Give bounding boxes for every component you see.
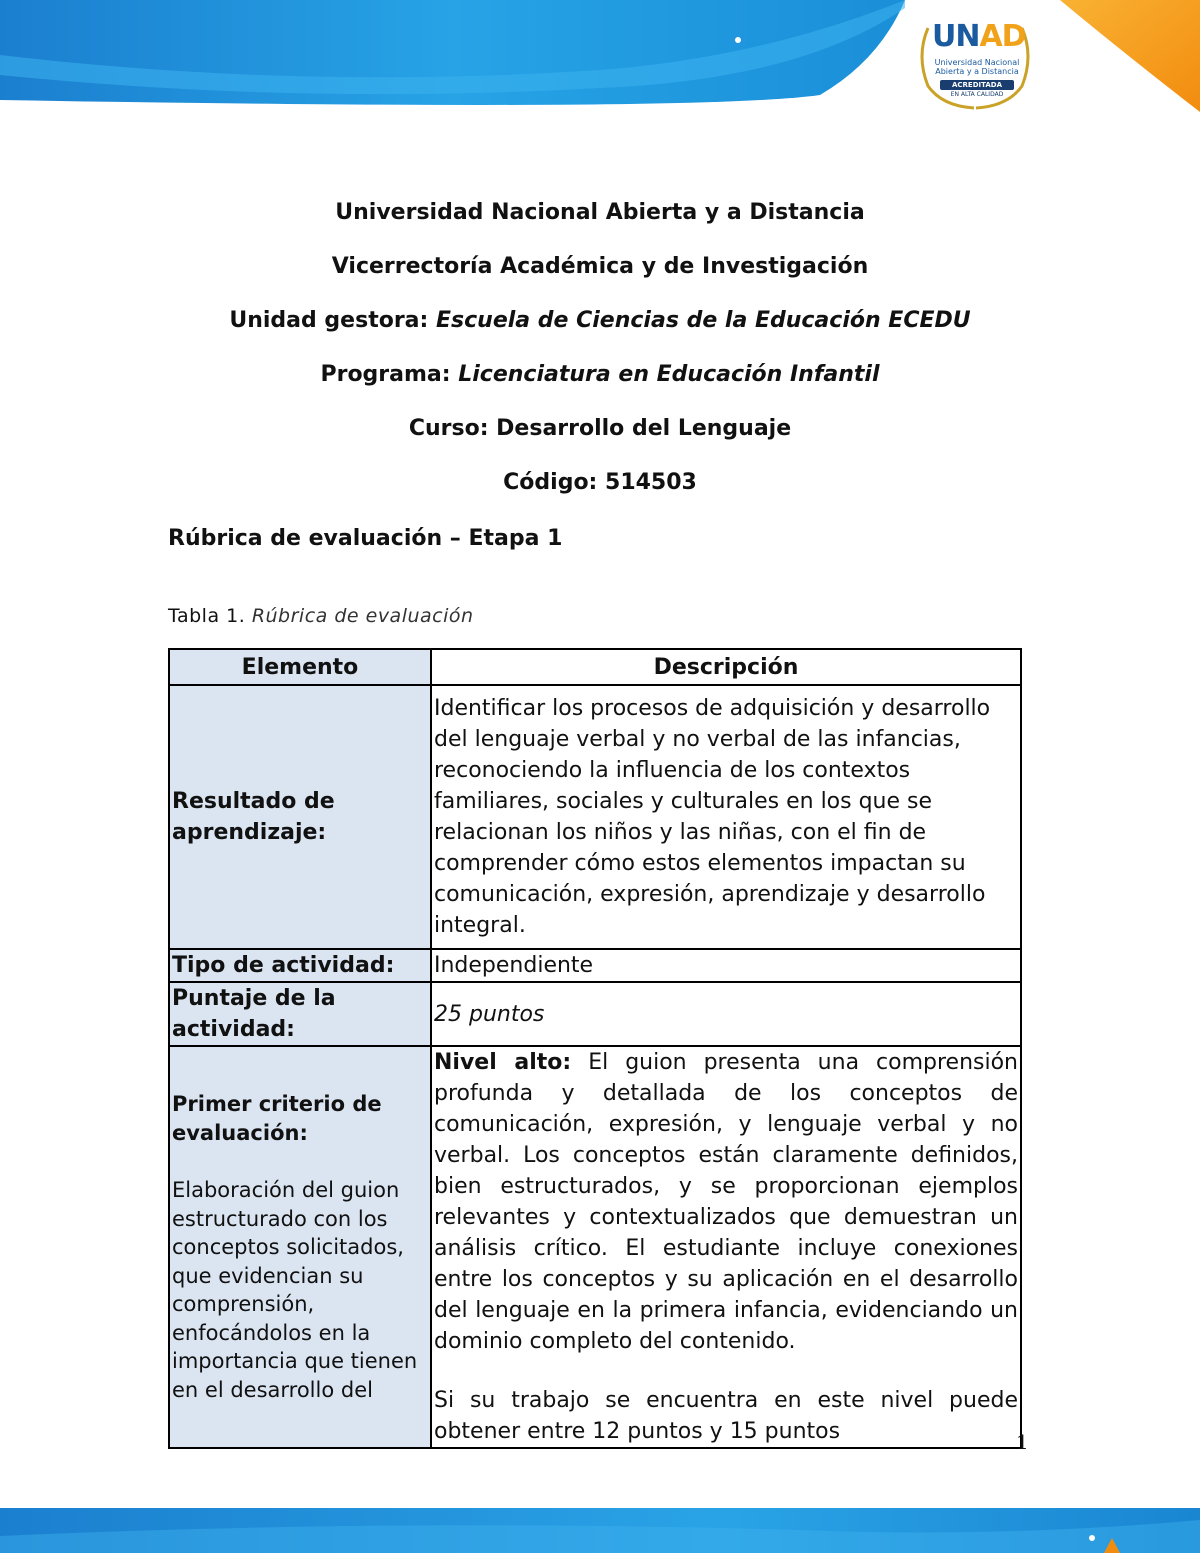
- nivel-alto-label: Nivel alto:: [434, 1050, 572, 1075]
- tipo-value: Independiente: [431, 949, 1021, 982]
- table-row: [169, 1046, 1021, 1448]
- tipo-label: Tipo de actividad:: [169, 949, 431, 982]
- header-elemento: Elemento: [169, 649, 431, 685]
- title-block: [0, 186, 1200, 510]
- table-header-row: [169, 649, 1021, 685]
- resultado-label: Resultado de aprendizaje:: [169, 685, 431, 949]
- programa: Programa: Licenciatura en Educación Infantil: [320, 362, 880, 387]
- section-title: Rúbrica de evaluación – Etapa 1: [168, 526, 563, 551]
- nivel-alto-cell: [431, 1046, 1021, 1448]
- logo-subtitle: Universidad Nacional Abierta y a Distancia: [934, 58, 1020, 76]
- rubric-table: [168, 648, 1022, 1449]
- footer-banner: [0, 1508, 1200, 1553]
- nivel-alto-points: Si su trabajo se encuentra en este nivel puede obtener entre 12 puntos y 15 puntos: [434, 1388, 1018, 1444]
- unidad-gestora: Unidad gestora: Escuela de Ciencias de la Educación ECEDU: [229, 308, 971, 333]
- criterio-body: Elaboración del guion estructurado con los conceptos solicitados, que evidencian su comprensión, enfocándolos en la importancia que tienen en el desarrollo del: [172, 1178, 418, 1402]
- page-number: 1: [1016, 1430, 1029, 1454]
- logo-wordmark: UNAD: [932, 19, 1026, 54]
- nivel-alto-text: Nivel alto: El guion presenta una comprensión profunda y detallada de los conceptos de comunicación, expresión, y lenguaje verbal y no verbal. Los conceptos están claramente definidos, bien estructurados, y se proporcionan ejemplos relevantes y contextualizados que demuestran un análisis crítico. El estudiante incluye conexiones entre los conceptos y su aplicación en el desarrollo del lenguaje en la primera infancia, evidenciando un dominio completo del contenido.: [434, 1050, 1018, 1354]
- header-descripcion: Descripción: [431, 649, 1021, 685]
- university-name: Universidad Nacional Abierta y a Distancia: [335, 200, 865, 225]
- table-row: [169, 949, 1021, 982]
- table-row: [169, 685, 1021, 949]
- logo-seal: ACREDITADA: [940, 80, 1014, 90]
- curso: Curso: Desarrollo del Lenguaje: [408, 416, 792, 441]
- puntaje-value: 25 puntos: [431, 982, 1021, 1046]
- codigo: Código: 514503: [503, 470, 697, 495]
- unad-logo: [910, 12, 1040, 112]
- table-row: [169, 982, 1021, 1046]
- logo-seal-sub: EN ALTA CALIDAD: [950, 91, 1004, 98]
- resultado-text: Identificar los procesos de adquisición y desarrollo del lenguaje verbal y no verbal de las infancias, reconociendo la influencia de los contextos familiares, sociales y culturales en los que se relacionan los niños y las niñas, con el fin de comprender cómo estos elementos impactan su comunicación, expresión, aprendizaje y desarrollo integral.: [431, 685, 1021, 949]
- puntaje-label: Puntaje de la actividad:: [169, 982, 431, 1046]
- criterio-title: Primer criterio de evaluación:: [172, 1092, 382, 1145]
- criterio-cell: [169, 1046, 431, 1448]
- vicerrectoria: Vicerrectoría Académica y de Investigación: [331, 254, 869, 279]
- table-caption: Tabla 1. Rúbrica de evaluación: [168, 605, 474, 627]
